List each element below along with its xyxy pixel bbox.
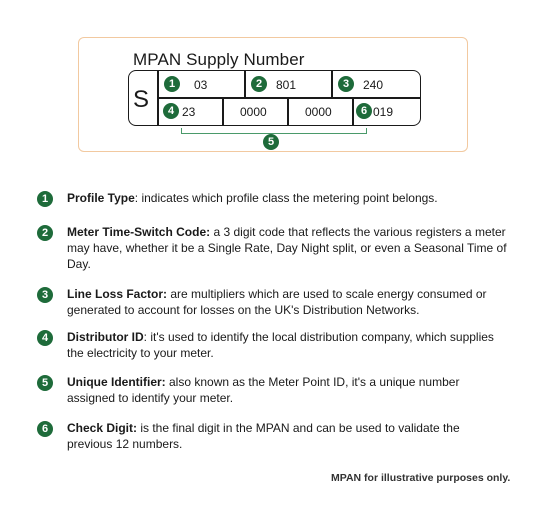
badge-5-icon: 5 (37, 375, 53, 391)
unique-id-part-2: 0000 (305, 105, 332, 119)
item-term: Unique Identifier: (67, 375, 166, 389)
list-item (37, 329, 507, 361)
mtc-value: 801 (276, 78, 297, 92)
badge-4-icon: 4 (37, 330, 53, 346)
badge-3-icon: 3 (338, 76, 354, 92)
item-description: : it's used to identify the local distribution company, which supplies the electricity to your meter. (67, 330, 494, 360)
list-item-text (67, 286, 507, 318)
list-item-text (67, 329, 507, 361)
item-description: : indicates which profile class the metering point belongs. (134, 191, 438, 205)
list-item (37, 374, 507, 406)
footnote: MPAN for illustrative purposes only. (331, 472, 511, 484)
badge-2-icon: 2 (37, 225, 53, 241)
divider (287, 97, 289, 126)
list-item-text (67, 190, 507, 207)
badge-2-icon: 2 (251, 76, 267, 92)
badge-4-icon: 4 (163, 103, 179, 119)
profile-type-value: 03 (194, 78, 208, 92)
unique-id-bracket (181, 128, 367, 134)
list-item (37, 286, 507, 318)
badge-6-icon: 6 (356, 103, 372, 119)
item-term: Distributor ID (67, 330, 144, 344)
unique-id-part-1: 0000 (240, 105, 267, 119)
item-description: also known as the Meter Point ID, it's a unique number assigned to identify your meter. (67, 375, 460, 405)
divider (222, 97, 224, 126)
mpan-prefix: S (133, 86, 150, 113)
badge-5-icon: 5 (263, 134, 279, 150)
badge-1-icon: 1 (37, 191, 53, 207)
list-item-text (67, 420, 507, 452)
item-term: Meter Time-Switch Code: (67, 225, 211, 239)
item-description: is the final digit in the MPAN and can be used to validate the previous 12 numbers. (67, 421, 460, 451)
divider (352, 97, 354, 126)
list-item (37, 420, 507, 452)
badge-6-icon: 6 (37, 421, 53, 437)
list-item (37, 190, 507, 207)
llf-value: 240 (363, 78, 384, 92)
list-item-text (67, 224, 507, 272)
item-term: Profile Type (67, 191, 135, 205)
badge-3-icon: 3 (37, 287, 53, 303)
divider (331, 70, 333, 98)
diagram-title: MPAN Supply Number (133, 50, 305, 69)
list-item-text (67, 374, 507, 406)
check-digit-value: 019 (373, 105, 394, 119)
divider (244, 70, 246, 98)
list-item (37, 224, 507, 272)
badge-1-icon: 1 (164, 76, 180, 92)
distributor-id-value: 23 (182, 105, 196, 119)
item-term: Line Loss Factor: (67, 287, 168, 301)
item-description: a 3 digit code that reflects the various registers a meter may have, whether it be a Single Rate, Day Night split, or even a Seasonal Time of Day. (67, 225, 507, 271)
divider (157, 97, 420, 99)
item-description: are multipliers which are used to scale energy consumed or generated to account for losses on the UK's Distribution Networks. (67, 287, 487, 317)
item-term: Check Digit: (67, 421, 138, 435)
